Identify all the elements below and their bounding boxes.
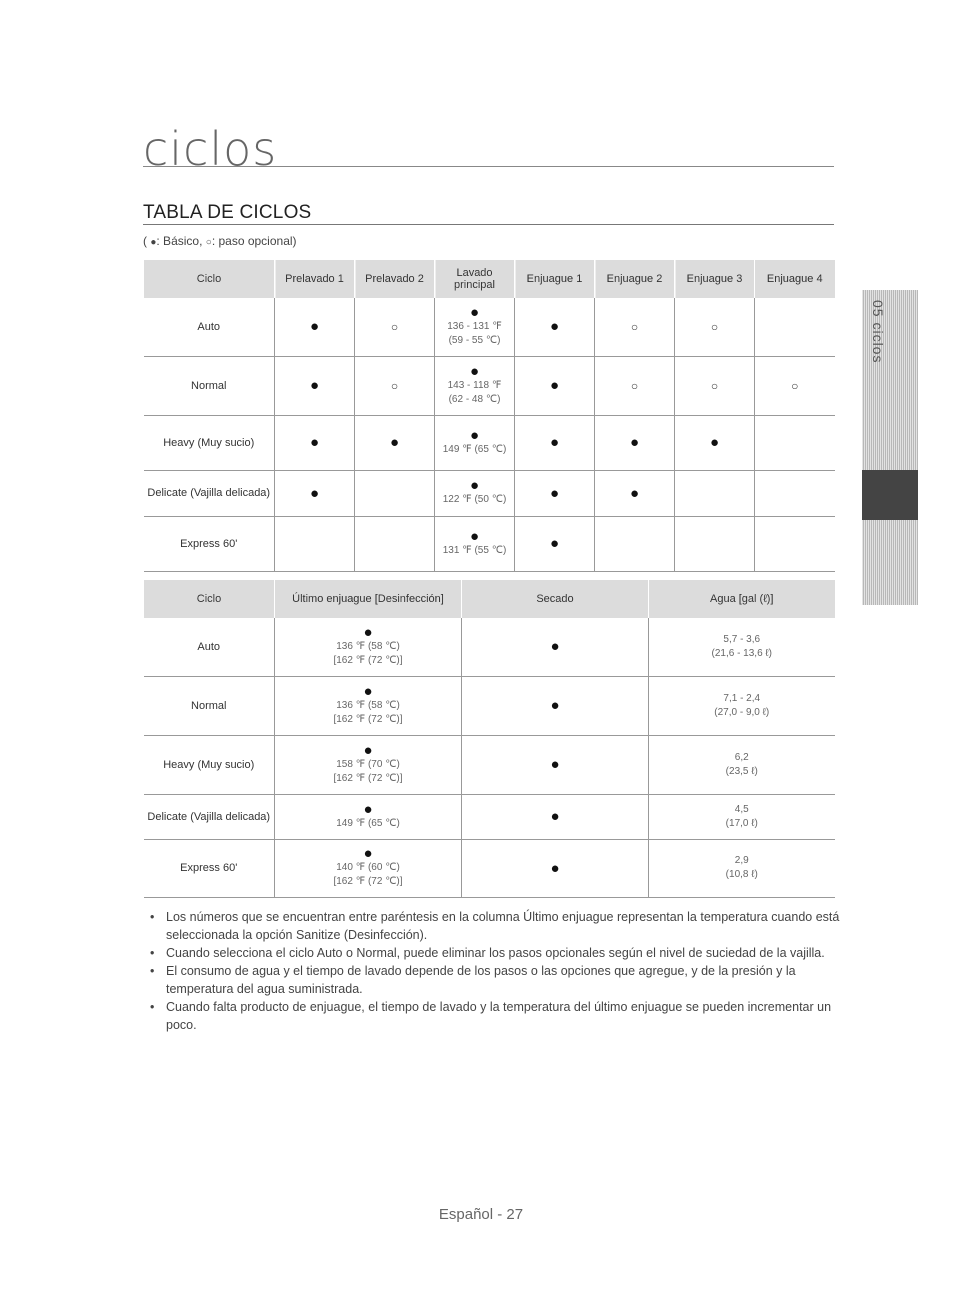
bullet-icon: • (150, 946, 155, 960)
side-tab-marker (862, 470, 918, 520)
notes-list (150, 908, 840, 1034)
bullet-icon: • (150, 910, 155, 924)
table-cell (435, 516, 515, 571)
water-gal: 5,7 - 3,6 (723, 633, 761, 645)
rinse-temp: 158 ℉ (70 ℃) (336, 758, 400, 770)
note-item (150, 962, 840, 998)
table-cell (275, 356, 355, 415)
table-cell (435, 356, 515, 415)
basic-dot-icon: ● (363, 682, 373, 700)
rinse-temp: 149 ℉ (65 ℃) (336, 817, 400, 829)
dry-cell (462, 839, 649, 897)
dry-cell (462, 794, 649, 839)
table-row (144, 794, 835, 839)
header-cell: Ciclo (144, 580, 275, 618)
table-row (144, 298, 835, 356)
cycle-name: Heavy (Muy sucio) (144, 735, 275, 794)
basic-dot-icon: ● (550, 808, 560, 825)
basic-dot-icon: ● (469, 303, 480, 321)
cycle-name: Delicate (Vajilla delicada) (144, 470, 275, 516)
header-cell: Enjuague 2 (595, 260, 675, 298)
table-cell (275, 415, 355, 470)
legend-optional: : paso opcional) (211, 234, 297, 248)
table-row (144, 356, 835, 415)
cycle-name: Express 60' (144, 839, 275, 897)
wash-temp: 143 - 118 ℉ (447, 379, 502, 391)
sanitize-temp: [162 ℉ (72 ℃)] (333, 713, 403, 725)
table-row (144, 735, 835, 794)
table-cell (515, 356, 595, 415)
table-cell (675, 356, 755, 415)
table-cell (355, 470, 435, 516)
wash-temp-celsius: (59 - 55 ℃) (448, 334, 501, 346)
final-rinse-cell (275, 676, 462, 735)
basic-dot-icon: ● (549, 318, 560, 336)
table-cell (515, 516, 595, 571)
wash-temp: 136 - 131 ℉ (447, 320, 502, 332)
table-cell (595, 298, 675, 356)
table-cell (755, 415, 835, 470)
chapter-title: ciclos (143, 122, 278, 176)
water-gal: 6,2 (734, 751, 749, 763)
table-cell (755, 470, 835, 516)
basic-dot-icon: ● (709, 434, 720, 451)
table-row (144, 415, 835, 470)
basic-dot-icon: ● (549, 434, 560, 451)
table-cell (515, 298, 595, 356)
header-cell: Lavado principal (435, 260, 515, 298)
note-text: Cuando selecciona el ciclo Auto o Normal, puede eliminar los pasos opcionales según el nivel de suciedad de la vajilla. (166, 946, 825, 960)
water-cell (649, 676, 835, 735)
sanitize-temp: [162 ℉ (72 ℃)] (333, 772, 403, 784)
table-cell (275, 516, 355, 571)
basic-dot-icon: ● (309, 318, 320, 336)
cycle-name: Heavy (Muy sucio) (144, 415, 275, 470)
table-cell (755, 298, 835, 356)
water-gal: 2,9 (734, 855, 749, 866)
cycle-name: Normal (144, 676, 275, 735)
table-cell (595, 470, 675, 516)
water-cell (649, 839, 835, 897)
optional-ring-icon: ○ (710, 378, 719, 393)
optional-ring-icon: ○ (791, 378, 799, 393)
cycle-table-header (144, 260, 835, 298)
optional-ring-icon: ○ (630, 378, 639, 393)
optional-ring-icon: ○ (710, 319, 719, 334)
header-cell: Enjuague 1 (515, 260, 595, 298)
note-text: Cuando falta producto de enjuague, el tiempo de lavado y la temperatura del último enjuague se pueden incrementar un poco. (166, 1000, 832, 1032)
note-item (150, 944, 840, 962)
bullet-icon: • (150, 964, 155, 978)
header-cell: Prelavado 2 (355, 260, 435, 298)
final-rinse-cell (275, 794, 462, 839)
header-cell: Secado (462, 580, 649, 618)
wash-temp-celsius: (62 - 48 ℃) (448, 393, 501, 405)
header-cell: Ciclo (144, 260, 275, 298)
final-rinse-table-header (144, 580, 835, 618)
rinse-temp: 140 ℉ (60 ℃) (336, 862, 400, 873)
water-liters: (23,5 ℓ) (725, 765, 758, 777)
side-tab-label: 05 ciclos (870, 300, 886, 364)
table-cell (435, 298, 515, 356)
basic-dot-icon: ● (469, 477, 480, 494)
water-liters: (21,6 - 13,6 ℓ) (711, 647, 772, 659)
cycle-name: Auto (144, 618, 275, 676)
table-row (144, 516, 835, 571)
basic-dot-icon: ● (309, 377, 320, 394)
basic-dot-icon: ● (150, 237, 157, 248)
water-liters: (27,0 - 9,0 ℓ) (714, 706, 770, 718)
water-liters: (10,8 ℓ) (725, 869, 758, 880)
basic-dot-icon: ● (550, 697, 560, 714)
basic-dot-icon: ● (629, 434, 640, 451)
cycle-name: Express 60' (144, 516, 275, 571)
table-cell (355, 415, 435, 470)
header-cell: Enjuague 3 (675, 260, 755, 298)
table-cell (355, 298, 435, 356)
table-cell (515, 470, 595, 516)
water-cell (649, 794, 835, 839)
basic-dot-icon: ● (309, 434, 320, 451)
optional-ring-icon: ○ (390, 319, 399, 334)
water-cell (649, 735, 835, 794)
cycle-name: Auto (144, 298, 275, 356)
note-text: El consumo de agua y el tiempo de lavado depende de los pasos o las opciones que agregue, y de la presión y la temperatura del agua suministrada. (166, 964, 796, 996)
section-title: TABLA DE CICLOS (143, 202, 312, 223)
final-rinse-cell (275, 735, 462, 794)
table-row (144, 470, 835, 516)
table-cell (355, 516, 435, 571)
table-cell (675, 516, 755, 571)
basic-dot-icon: ● (550, 756, 560, 773)
legend-basic: : Básico, (156, 234, 203, 248)
note-text: Los números que se encuentran entre paréntesis en la columna Último enjuague representan la temperatura cuando está seleccionada la opción Sanitize (Desinfección). (166, 910, 840, 942)
table-cell (595, 516, 675, 571)
dry-cell (462, 676, 649, 735)
basic-dot-icon: ● (549, 484, 560, 502)
table-cell (755, 356, 835, 415)
table-cell (435, 470, 515, 516)
water-gal: 4,5 (734, 803, 749, 815)
dry-cell (462, 618, 649, 676)
basic-dot-icon: ● (363, 623, 373, 641)
chapter-rule (143, 166, 834, 167)
note-item (150, 998, 840, 1034)
table-cell (595, 356, 675, 415)
section-rule (143, 224, 834, 225)
table-row (144, 676, 835, 735)
sanitize-temp: [162 ℉ (72 ℃)] (333, 654, 403, 666)
sanitize-temp: [162 ℉ (72 ℃)] (333, 876, 403, 887)
cycle-table (143, 260, 835, 572)
optional-ring-icon: ○ (630, 319, 639, 334)
final-rinse-cell (275, 618, 462, 676)
cycle-name: Delicate (Vajilla delicada) (144, 794, 275, 839)
basic-dot-icon: ● (469, 426, 480, 444)
rinse-temp: 136 ℉ (58 ℃) (336, 640, 400, 652)
basic-dot-icon: ● (629, 484, 640, 502)
water-gal: 7,1 - 2,4 (723, 692, 761, 704)
basic-dot-icon: ● (549, 377, 560, 394)
table-row (144, 618, 835, 676)
basic-dot-icon: ● (550, 638, 560, 656)
header-cell: Agua [gal (ℓ)] (649, 580, 835, 618)
table-cell (275, 470, 355, 516)
optional-ring-icon: ○ (205, 237, 212, 248)
table-cell (675, 298, 755, 356)
table-row (144, 839, 835, 897)
basic-dot-icon: ● (309, 484, 320, 502)
legend-open: ( (143, 234, 147, 248)
optional-ring-icon: ○ (390, 378, 399, 393)
table-cell (435, 415, 515, 470)
basic-dot-icon: ● (363, 800, 373, 818)
bullet-icon: • (150, 1000, 155, 1014)
page-footer: Español - 27 (438, 1206, 524, 1223)
basic-dot-icon: ● (389, 434, 400, 451)
basic-dot-icon: ● (550, 859, 560, 877)
final-rinse-table (143, 580, 835, 898)
table-cell (675, 470, 755, 516)
wash-temp: 131 ℉ (55 ℃) (442, 544, 507, 556)
legend (143, 234, 297, 248)
cycle-name: Normal (144, 356, 275, 415)
basic-dot-icon: ● (363, 845, 373, 862)
rinse-temp: 136 ℉ (58 ℃) (336, 699, 400, 711)
wash-temp: 149 ℉ (65 ℃) (442, 443, 507, 455)
header-cell: Prelavado 1 (275, 260, 355, 298)
header-cell: Último enjuague [Desinfección] (275, 580, 462, 618)
header-cell: Enjuague 4 (755, 260, 835, 298)
basic-dot-icon: ● (549, 535, 560, 552)
basic-dot-icon: ● (469, 527, 480, 545)
water-cell (649, 618, 835, 676)
wash-temp: 122 ℉ (50 ℃) (442, 494, 507, 505)
final-rinse-cell (275, 839, 462, 897)
water-liters: (17,0 ℓ) (725, 817, 758, 829)
table-cell (515, 415, 595, 470)
table-cell (755, 516, 835, 571)
note-item (150, 908, 840, 944)
basic-dot-icon: ● (363, 741, 373, 759)
table-cell (675, 415, 755, 470)
table-cell (595, 415, 675, 470)
basic-dot-icon: ● (469, 362, 480, 380)
table-cell (275, 298, 355, 356)
dry-cell (462, 735, 649, 794)
table-cell (355, 356, 435, 415)
